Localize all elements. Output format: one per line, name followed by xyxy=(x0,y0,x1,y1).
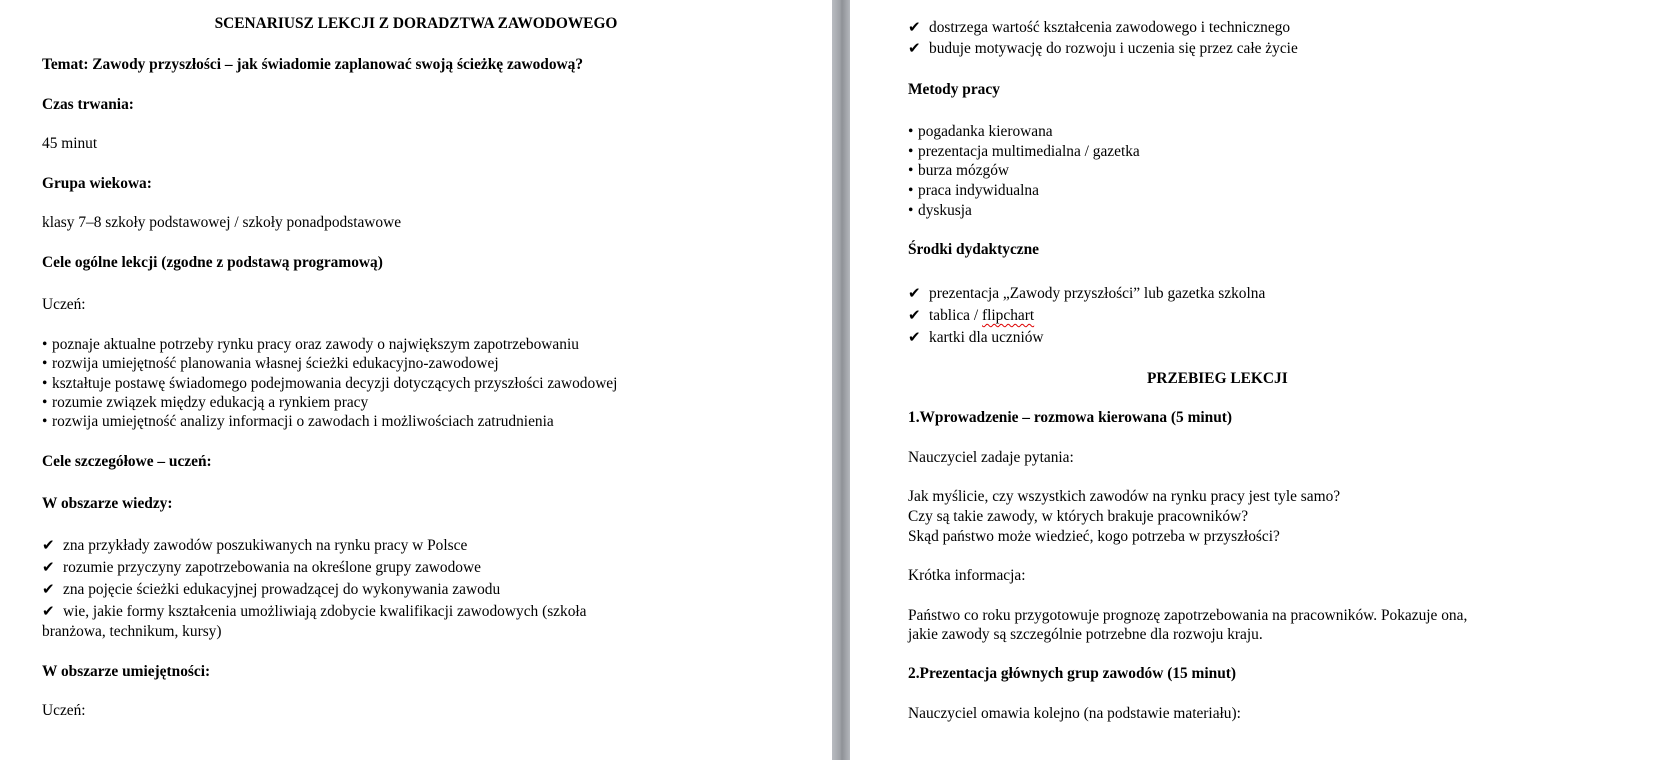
info-line: jakie zawody są szczególnie potrzebne dla rozwoju kraju. xyxy=(908,626,1263,643)
duration-value: 45 minut xyxy=(42,135,98,152)
list-item: ✔ tablica / flipchart xyxy=(908,306,1035,324)
list-item: ✔ prezentacja „Zawody przyszłości” lub gazetka szkolna xyxy=(908,284,1266,302)
list-item: • praca indywidualna xyxy=(908,182,1039,199)
checkmark-icon: ✔ xyxy=(908,284,921,302)
list-item: • rozwija umiejętność analizy informacji o zawodach i możliwościach zatrudnienia xyxy=(42,413,554,430)
lesson-topic: Temat: Zawody przyszłości – jak świadomie zaplanować swoją ścieżkę zawodową? xyxy=(42,56,584,73)
checkmark-icon: ✔ xyxy=(908,328,921,346)
checkmark-icon: ✔ xyxy=(908,39,921,57)
list-item: • burza mózgów xyxy=(908,162,1010,179)
spellcheck-word[interactable]: flipchart xyxy=(982,307,1035,324)
knowledge-heading: W obszarze wiedzy: xyxy=(42,495,173,512)
list-item: • prezentacja multimedialna / gazetka xyxy=(908,143,1140,160)
document-page-right xyxy=(850,0,1657,760)
info-line: Państwo co roku przygotowuje prognozę zapotrzebowania na pracowników. Pokazuje ona, xyxy=(908,607,1468,624)
general-goals-heading: Cele ogólne lekcji (zgodne z podstawą programową) xyxy=(42,254,383,271)
teacher-asks-label: Nauczyciel zadaje pytania: xyxy=(908,449,1074,466)
question-line: Skąd państwo może wiedzieć, kogo potrzeba w przyszłości? xyxy=(908,528,1280,545)
checkmark-icon: ✔ xyxy=(42,536,55,554)
list-item: • poznaje aktualne potrzeby rynku pracy oraz zawody o największym zapotrzebowaniu xyxy=(42,336,579,353)
bullet-icon: • xyxy=(908,202,914,219)
list-item: ✔ dostrzega wartość kształcenia zawodowego i technicznego xyxy=(908,18,1291,36)
list-item: ✔ rozumie przyczyny zapotrzebowania na określone grupy zawodowe xyxy=(42,558,481,576)
list-item-continuation: branżowa, technikum, kursy) xyxy=(42,623,222,640)
bullet-icon: • xyxy=(42,355,48,372)
duration-label: Czas trwania: xyxy=(42,96,134,113)
list-item: ✔ buduje motywację do rozwoju i uczenia się przez całe życie xyxy=(908,39,1298,57)
skills-student-label: Uczeń: xyxy=(42,702,86,719)
bullet-icon: • xyxy=(42,394,48,411)
question-line: Czy są takie zawody, w których brakuje pracowników? xyxy=(908,508,1249,525)
list-item: ✔ kartki dla uczniów xyxy=(908,328,1044,346)
list-item: • rozumie związek między edukacją a rynkiem pracy xyxy=(42,394,369,411)
list-item: ✔ wie, jakie formy kształcenia umożliwiają zdobycie kwalifikacji zawodowych (szkoła xyxy=(42,602,587,620)
list-item: ✔ zna pojęcie ścieżki edukacyjnej prowadzącej do wykonywania zawodu xyxy=(42,580,501,598)
teacher-discusses-label: Nauczyciel omawia kolejno (na podstawie materiału): xyxy=(908,705,1241,722)
presentation-heading: 2.Prezentacja głównych grup zawodów (15 minut) xyxy=(908,665,1237,682)
list-item: • rozwija umiejętność planowania własnej ścieżki edukacyjno-zawodowej xyxy=(42,355,499,372)
bullet-icon: • xyxy=(42,413,48,430)
resources-heading: Środki dydaktyczne xyxy=(908,241,1039,258)
list-item: • dyskusja xyxy=(908,202,972,219)
checkmark-icon: ✔ xyxy=(908,306,921,324)
student-label: Uczeń: xyxy=(42,296,86,313)
checkmark-icon: ✔ xyxy=(42,602,55,620)
checkmark-icon: ✔ xyxy=(908,18,921,36)
page-separator xyxy=(832,0,850,760)
methods-heading: Metody pracy xyxy=(908,81,1000,98)
list-item: ✔ zna przykłady zawodów poszukiwanych na rynku pracy w Polsce xyxy=(42,536,468,554)
checkmark-icon: ✔ xyxy=(42,580,55,598)
age-group-value: klasy 7–8 szkoły podstawowej / szkoły ponadpodstawowe xyxy=(42,214,402,231)
age-group-label: Grupa wiekowa: xyxy=(42,175,152,192)
document-title: SCENARIUSZ LEKCJI Z DORADZTWA ZAWODOWEGO xyxy=(214,15,618,32)
bullet-icon: • xyxy=(42,336,48,353)
bullet-icon: • xyxy=(908,182,914,199)
bullet-icon: • xyxy=(908,143,914,160)
intro-heading: 1.Wprowadzenie – rozmowa kierowana (5 minut) xyxy=(908,409,1233,426)
bullet-icon: • xyxy=(908,123,914,140)
skills-heading: W obszarze umiejętności: xyxy=(42,663,211,680)
list-item: • kształtuje postawę świadomego podejmowania decyzji dotyczących przyszłości zawodowej xyxy=(42,375,618,392)
checkmark-icon: ✔ xyxy=(42,558,55,576)
bullet-icon: • xyxy=(42,375,48,392)
lesson-course-heading: PRZEBIEG LEKCJI xyxy=(1147,370,1288,387)
detailed-goals-heading: Cele szczegółowe – uczeń: xyxy=(42,453,212,470)
short-info-label: Krótka informacja: xyxy=(908,567,1026,584)
bullet-icon: • xyxy=(908,162,914,179)
question-line: Jak myślicie, czy wszystkich zawodów na rynku pracy jest tyle samo? xyxy=(908,488,1341,505)
list-item: • pogadanka kierowana xyxy=(908,123,1053,140)
